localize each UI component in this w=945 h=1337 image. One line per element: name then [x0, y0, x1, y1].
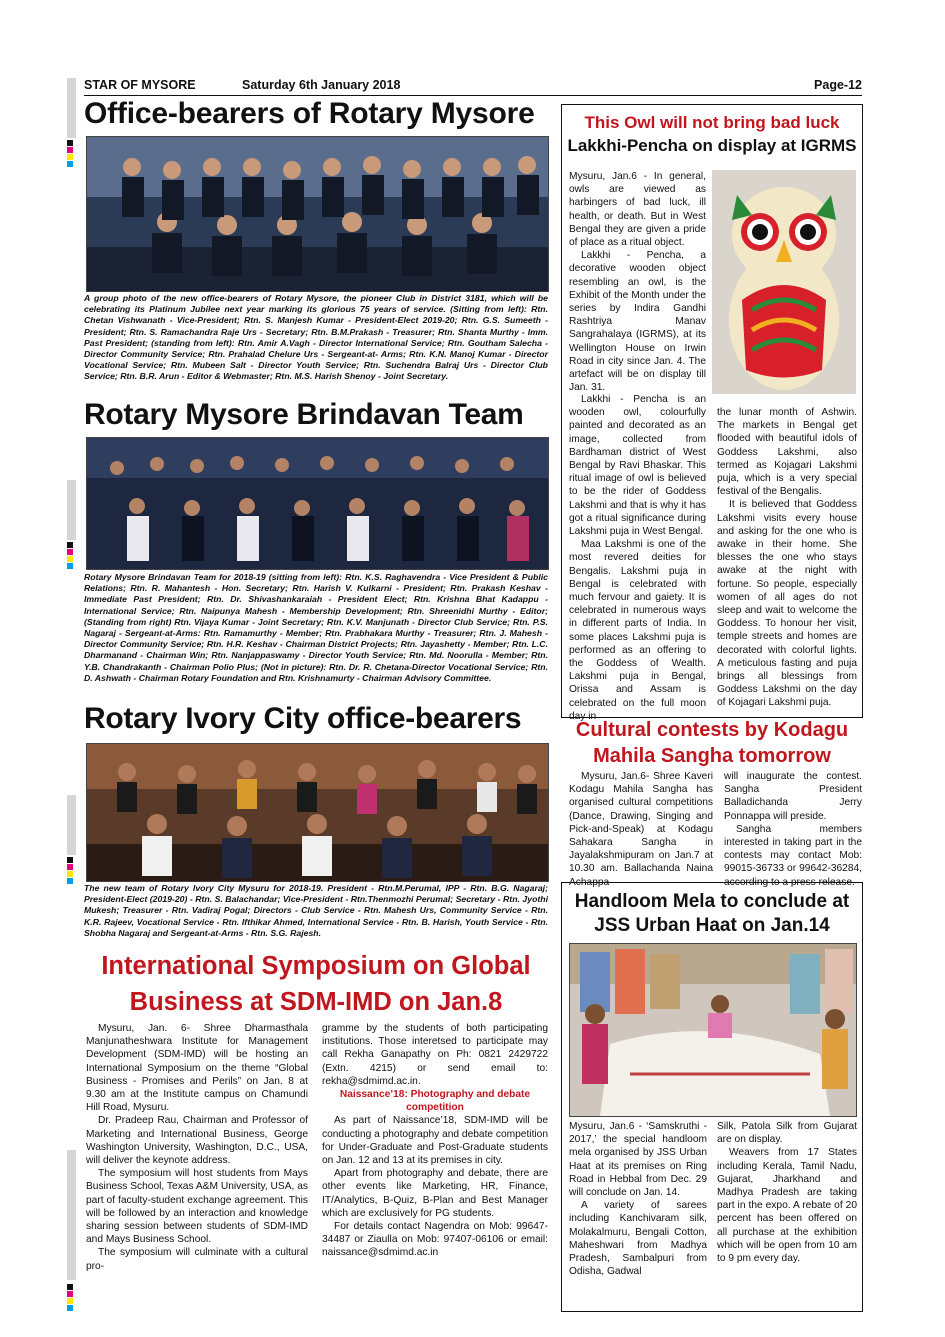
saree-display-icon: [570, 944, 856, 1116]
story2-headline: Rotary Mysore Brindavan Team: [84, 398, 524, 431]
registration-mark: [67, 556, 73, 562]
story1-headline: Office-bearers of Rotary Mysore: [84, 97, 535, 130]
handloom-column2: [717, 1120, 857, 1265]
paragraph: Lakkhi - Pencha is an wooden owl, colourfully painted and decorated as an image, collected from Bardhaman district of West Bengal by Ravi Bhaskar. This ritual image of owl is believed to be the rider of Goddess Lakshmi and that is why it has got a ritual significance during Lakshmi puja in West Bengal.: [569, 394, 706, 538]
margin-bar: [67, 1150, 76, 1280]
issue-date: Saturday 6th January 2018: [242, 78, 401, 92]
paragraph: will inaugurate the contest. Sangha President Balladichanda Jerry Ponnappa will preside.: [724, 771, 862, 822]
owl-headline: Lakkhi-Pencha on display at IGRMS: [567, 136, 857, 155]
kodagu-headline-line2: Mahila Sangha tomorrow: [593, 745, 831, 767]
story3-photo: [86, 743, 549, 882]
registration-mark: [67, 549, 73, 555]
registration-mark: [67, 871, 73, 877]
paragraph: Mysuru, Jan.6 - In general, owls are viewed as harbingers of bad luck, ill health, or death. But in West Bengal they are given a pride of place as a ritual object.: [569, 171, 706, 249]
story2-photo: [86, 437, 549, 570]
paragraph: Apart from photography and debate, there are other events like Marketing, HR, Finance, IT/Analytics, B-Quiz, B-Plan and Best Manager which are exclusively for PG students.: [322, 1168, 548, 1219]
margin-bar: [67, 795, 76, 855]
paragraph: Sangha members interested in taking part in the contests may contact Mob: 99015-36733 or 99642-36284, according to a press release.: [724, 823, 862, 888]
paragraph: Maa Lakshmi is one of the most revered deities for Bengalis. Lakshmi puja in Bengal is celebrated with much fervour and gaiety. It is celebrated in numerous ways in different parts of India. In some places Lakshmi puja is performed as an offering to the Goddess of Wealth. Lakshmi puja in Bengal, Orissa and Assam is celebrated on the full moon day in: [569, 539, 706, 722]
owl-figurine-icon: [712, 170, 856, 394]
paper-name: STAR OF MYSORE: [84, 78, 196, 92]
paragraph: As part of Naissance’18, SDM-IMD will be conducting a photography and debate competition for Under-Graduate and Post-Graduate students on Jan. 12 and 13 at its premises in city.: [322, 1115, 548, 1167]
paragraph: Mysuru, Jan.6- Shree Kaveri Kodagu Mahila Sangha has organised cultural competitions (Dance, Drawing, Singing and Pick-and-Speak) at Kodagu Sahakara Sangha in Jayalakshmipuram on Jan.7 at 10.30 am. Ballachanda Naina Achappa: [569, 771, 713, 888]
registration-mark: [67, 542, 73, 548]
story3-caption: The new team of Rotary Ivory City Mysuru for 2018-19. President - Rtn.M.Perumal, IPP - Rtn. B.G. Nagaraj; President-Elect (2019-20) - Rtn. S. Balachandar; Vice-President - Rtn.Thenmozhi Perumal; Secretary - Rtn. Jyothi Mukesh; Treasurer - Rtn. Vadiraj Pogal; Directors - Club Service - Rtn. Mahesh Urs, Community Service - Rtn. K.R. Rajeev, Vocational Service - Rtn. Ifthikar Ahmed, International Service - Rtn. B. Harish, Youth Service - Rtn. Shobha Nagaraj and Sergeant-at-Arms - Rtn. S.G. Rajesh.: [84, 883, 548, 938]
paragraph: The symposium will culminate with a cultural pro-: [86, 1247, 308, 1272]
registration-mark: [67, 154, 73, 160]
kodagu-headline-line1: Cultural contests by Kodagu: [575, 719, 849, 741]
registration-mark: [67, 563, 73, 569]
handloom-headline-line2: JSS Urban Haat on Jan.14: [594, 915, 830, 936]
group-photo-icon: [87, 137, 548, 291]
paragraph: For details contact Nagendra on Mob: 99647-34487 or Ziaulla on Mob: 97407-06106 or email: naissance@sdmimd.ac.in: [322, 1221, 548, 1259]
registration-mark: [67, 878, 73, 884]
registration-mark: [67, 1298, 73, 1304]
page-number: Page-12: [814, 78, 862, 92]
paragraph: Lakkhi - Pencha, a decorative wooden object resembling an owl, is the Exhibit of the Month under the series by Indira Gandhi Rashtriya Manav Sangrahalaya (IGRMS), at its Wellington House on Irwin Road in city since Jan. 4. The artefact will be on display till Jan. 31.: [569, 250, 706, 394]
owl-kicker: This Owl will not bring bad luck: [584, 113, 840, 132]
paragraph: Dr. Pradeep Rau, Chairman and Professor of Marketing and International Business, George Washington University, Washington, D.C., USA, will deliver the keynote address.: [86, 1115, 308, 1167]
owl-column1-bottom: [569, 393, 706, 723]
paragraph: Mysuru, Jan. 6- Shree Dharmasthala Manjunatheshwara Institute for Management Development (SDM-IMD) will be hosting an International Symposium on the theme “Global Business - Promises and Perils” on Jan. 8 at 9.30 am at the Institute campus on Chamundi Hill Road, Mysuru.: [86, 1023, 308, 1114]
paragraph: Silk, Patola Silk from Gujarat are on display.: [717, 1121, 857, 1146]
owl-photo: [712, 170, 856, 394]
registration-mark: [67, 1305, 73, 1311]
paragraph: Weavers from 17 States including Kerala, Tamil Nadu, Gujarat, Jharkhand and Madhya Pradesh are taking part in the expo. A rebate of 20 percent has been offered on all purchase at the exhibition which will be open from 10 am to 9 pm every day.: [717, 1147, 857, 1265]
masthead-rule: [84, 95, 862, 96]
story4-column1: [86, 1022, 308, 1273]
story4-headline-line1: International Symposium on Global: [101, 952, 531, 980]
paragraph: the lunar month of Ashwin. The markets in Bengal get flooded with beautiful idols of Goddess Lakshmi, also termed as Kojagari Lakshmi puja, which is a very special festival of the Bengalis.: [717, 407, 857, 498]
handloom-column1: [569, 1120, 707, 1278]
registration-mark: [67, 161, 73, 167]
paragraph: Mysuru, Jan.6 - ‘Samskruthi - 2017,’ the special handloom mela organised by JSS Urban Haat at its premises on Ring Road in Hebbal from Dec. 29 will conclude on Jan. 14.: [569, 1121, 707, 1199]
registration-mark: [67, 147, 73, 153]
story4-headline-line2: Business at SDM-IMD on Jan.8: [129, 988, 503, 1016]
story1-photo: [86, 136, 549, 292]
margin-bar: [67, 480, 76, 540]
story4-column2: [322, 1022, 548, 1260]
registration-mark: [67, 864, 73, 870]
story2-caption: Rotary Mysore Brindavan Team for 2018-19 (sitting from left): Rtn. K.S. Raghavendra - Vice President & Public Relations; Rtn. R. Mahantesh - Hon. Secretary; Rtn. Harish V. Kulkarni - President; Rtn. Prakash Keshav - Immediate Past President; Rtn. Dr. Shivashankaraiah - President Elect; Rtn. Krishna Bhat Kadappu - International Service; Rtn. Naipunya Mahesh - Membership Development; Rtn. Shreenidhi Murthy - Editor; (Standing from right) Rtn. Vijaya Kumar - Joint Secretary; Rtn. K.V. Manjunath - Director Club Service; Rtn. P.S. Nagaraj - Sergeant-at-Arms: Rtn. Ramamurthy - Member; Rtn. Prabhakara Murthy - Treasurer; Rtn. J. Mahesh - Director Community Service; Rtn. H.R. Keshav - Chairman District Projects; Rtn. Jayashetty - Member; Rtn. L.C. Dharmanand - Chairman Win; Rtn. Nanjappaswamy - Director Youth Service; Rtn. Md. Noorulla - Member; Rtn. Y.B. Chandrakanth - Chairman Polio Plus; (Not in picture): Rtn. Dr. R. Chetana-Director Vocational Service; Rtn. D. Ashwath - Chairman Rotary Foundation and Rtn. Krishnamurty - Chairman Advisory Committee.: [84, 572, 548, 683]
registration-mark: [67, 1291, 73, 1297]
paragraph: A variety of sarees including Kanchivaram silk, Molakalmuru, Bengali Cotton, Maheshwari from Madhya Pradesh, Sambalpuri from Odisha, Gadwal: [569, 1200, 707, 1278]
owl-column2: [717, 406, 857, 710]
paragraph: gramme by the students of both participating institutions. Those interetsed to participate may call Rekha Ganapathy on Ph: 0821 2429722 (Extn. 4215) or send email to: rekha@sdmimd.ac.in.: [322, 1023, 548, 1087]
group-photo-icon: [87, 438, 548, 569]
masthead: [84, 78, 862, 94]
registration-mark: [67, 857, 73, 863]
registration-mark: [67, 140, 73, 146]
handloom-headline-line1: Handloom Mela to conclude at: [574, 891, 850, 912]
registration-mark: [67, 1284, 73, 1290]
story3-headline: Rotary Ivory City office-bearers: [84, 702, 522, 735]
margin-bar: [67, 78, 76, 138]
paragraph: It is believed that Goddess Lakshmi visits every house and asking for the one who is awake in their home. She blesses the one who stays awake at the night with fortune. So people, especially women of all ages do not sleep and wait to welcome the Goddess. To honour her visit, temple streets and homes are decorated with colorful lights. A meticulous fasting and puja brings all blessings from Goddess Lakshmi on the day of Kojagari Lakshmi puja.: [717, 499, 857, 709]
kodagu-column2: [724, 770, 862, 889]
subheading: Naissance’18: Photography and debate competition: [339, 1089, 531, 1114]
paragraph: The symposium will host students from Mays Business School, Texas A&M University, USA, as part of faculty-student exchange agreement. This will be followed by an interaction and knowledge sharing session between students of SDM-IMD and Mays Business School.: [86, 1168, 308, 1246]
kodagu-column1: [569, 770, 713, 889]
owl-column1-top: [569, 170, 706, 394]
story1-caption: A group photo of the new office-bearers of Rotary Mysore, the pioneer Club in District 3181, which will be celebrating its Platinum Jubilee next year marking its glorious 75 years of service. (Sitting from left): Rtn. Chetan Vishwanath - Vice-President; Rtn. S. Manjesh Kumar - President-Elect 2019-20; Rtn. G.S. Sumeeth - President; Rtn. S. Ramachandra Raje Urs - Secretary; Rtn. B.M.Prakash - Treasurer; Rtn. Shanta Murthy - Imm. Past President; (standing from left): Rtn. Amir A.Vagh - Director International Service; Rtn. Goutham Salecha - Director Community Service; Rtn. Prahalad Chelure Urs - Sergeant-at- Arms; Rtn. K.N. Manoj Kumar - Director Vocational Service; Rtn. Mubeen Salt - Director Youth Service; Rtn. Suchendra Balraj Urs - Director Club Service; Rtn. B.R. Arun - Editor & Webmaster; Rtn. M.S. Harish Shenoy - Joint Secretary.: [84, 293, 548, 382]
handloom-photo: [569, 943, 857, 1117]
group-photo-icon: [87, 744, 548, 881]
